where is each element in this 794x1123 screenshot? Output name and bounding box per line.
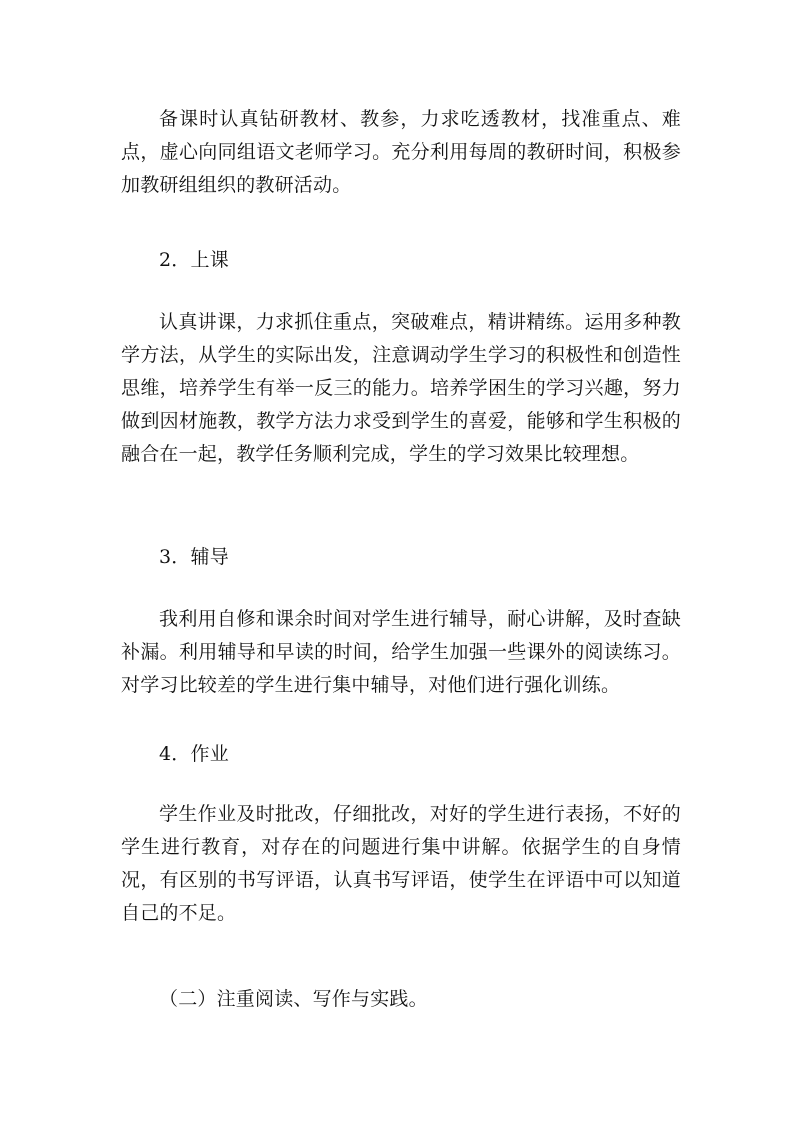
heading-homework: 4．作业 xyxy=(159,743,229,765)
paragraph-homework: 学生作业及时批改，仔细批改，对好的学生进行表扬，不好的学生进行教育，对存在的问题进行集中讲解。依据学生的自身情况，有区别的书写评语，认真书写评语，使学生在评语中可以知道自己的不足。 xyxy=(121,803,681,924)
heading-teaching: 2．上课 xyxy=(159,249,229,271)
paragraph-tutoring: 我利用自修和课余时间对学生进行辅导，耐心讲解，及时查缺补漏。利用辅导和早读的时间，给学生加强一些课外的阅读练习。对学习比较差的学生进行集中辅导，对他们进行强化训练。 xyxy=(121,608,681,696)
heading-tutoring: 3．辅导 xyxy=(159,546,229,568)
heading-reading-writing: （二）注重阅读、写作与实践。 xyxy=(159,988,428,1010)
paragraph-lesson-preparation: 备课时认真钻研教材、教参，力求吃透教材，找准重点、难点，虚心向同组语文老师学习。充分利用每周的教研时间，积极参加教研组组织的教研活动。 xyxy=(121,108,681,196)
paragraph-teaching: 认真讲课，力求抓住重点，突破难点，精讲精练。运用多种教学方法，从学生的实际出发，注意调动学生学习的积极性和创造性思维，培养学生有举一反三的能力。培养学困生的学习兴趣，努力做到因材施教，教学方法力求受到学生的喜爱，能够和学生积极的融合在一起，教学任务顺利完成，学生的学习效果比较理想。 xyxy=(121,311,681,465)
